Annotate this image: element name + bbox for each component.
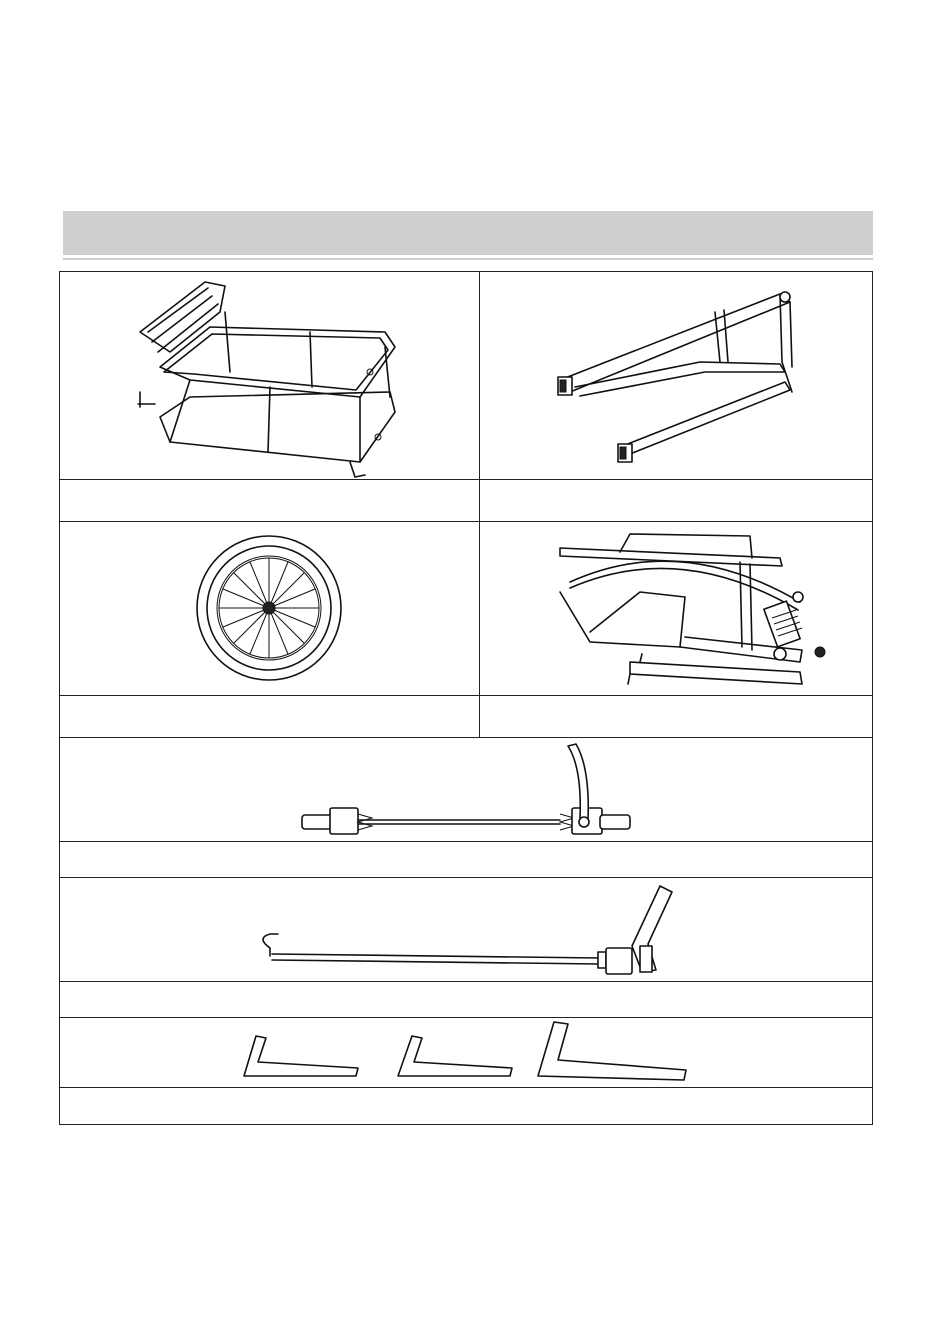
section-header-rule — [63, 258, 873, 260]
part-image-cell-quick-release-skewer — [60, 738, 872, 842]
part-caption-rear-frame — [480, 480, 872, 522]
part-caption-wheel — [60, 696, 480, 738]
part-caption-rear-rack — [480, 696, 872, 738]
quick-release-skewer-illustration — [60, 738, 872, 842]
hex-key-small-2 — [398, 1036, 512, 1076]
part-image-cell-thru-axle-lever — [60, 878, 872, 982]
hex-key-small-1 — [244, 1036, 358, 1076]
part-image-cell-wheel — [60, 522, 480, 696]
part-caption-hex-keys — [60, 1088, 872, 1124]
part-image-cell-rear-rack — [480, 522, 872, 696]
parts-table — [59, 271, 873, 1125]
part-caption-quick-release-skewer — [60, 842, 872, 878]
hex-keys-illustration — [60, 1018, 872, 1088]
part-image-cell-hex-keys — [60, 1018, 872, 1088]
rear-frame-illustration — [480, 272, 872, 480]
hex-key-large — [538, 1022, 686, 1080]
front-basket-illustration — [60, 272, 480, 480]
rear-rack-illustration — [480, 522, 872, 696]
part-caption-thru-axle-lever — [60, 982, 872, 1018]
section-header-bar — [63, 211, 873, 255]
wheel-illustration — [60, 522, 480, 696]
part-image-cell-rear-frame — [480, 272, 872, 480]
part-image-cell-front-basket — [60, 272, 480, 480]
part-caption-front-basket — [60, 480, 480, 522]
thru-axle-lever-illustration — [60, 878, 872, 982]
